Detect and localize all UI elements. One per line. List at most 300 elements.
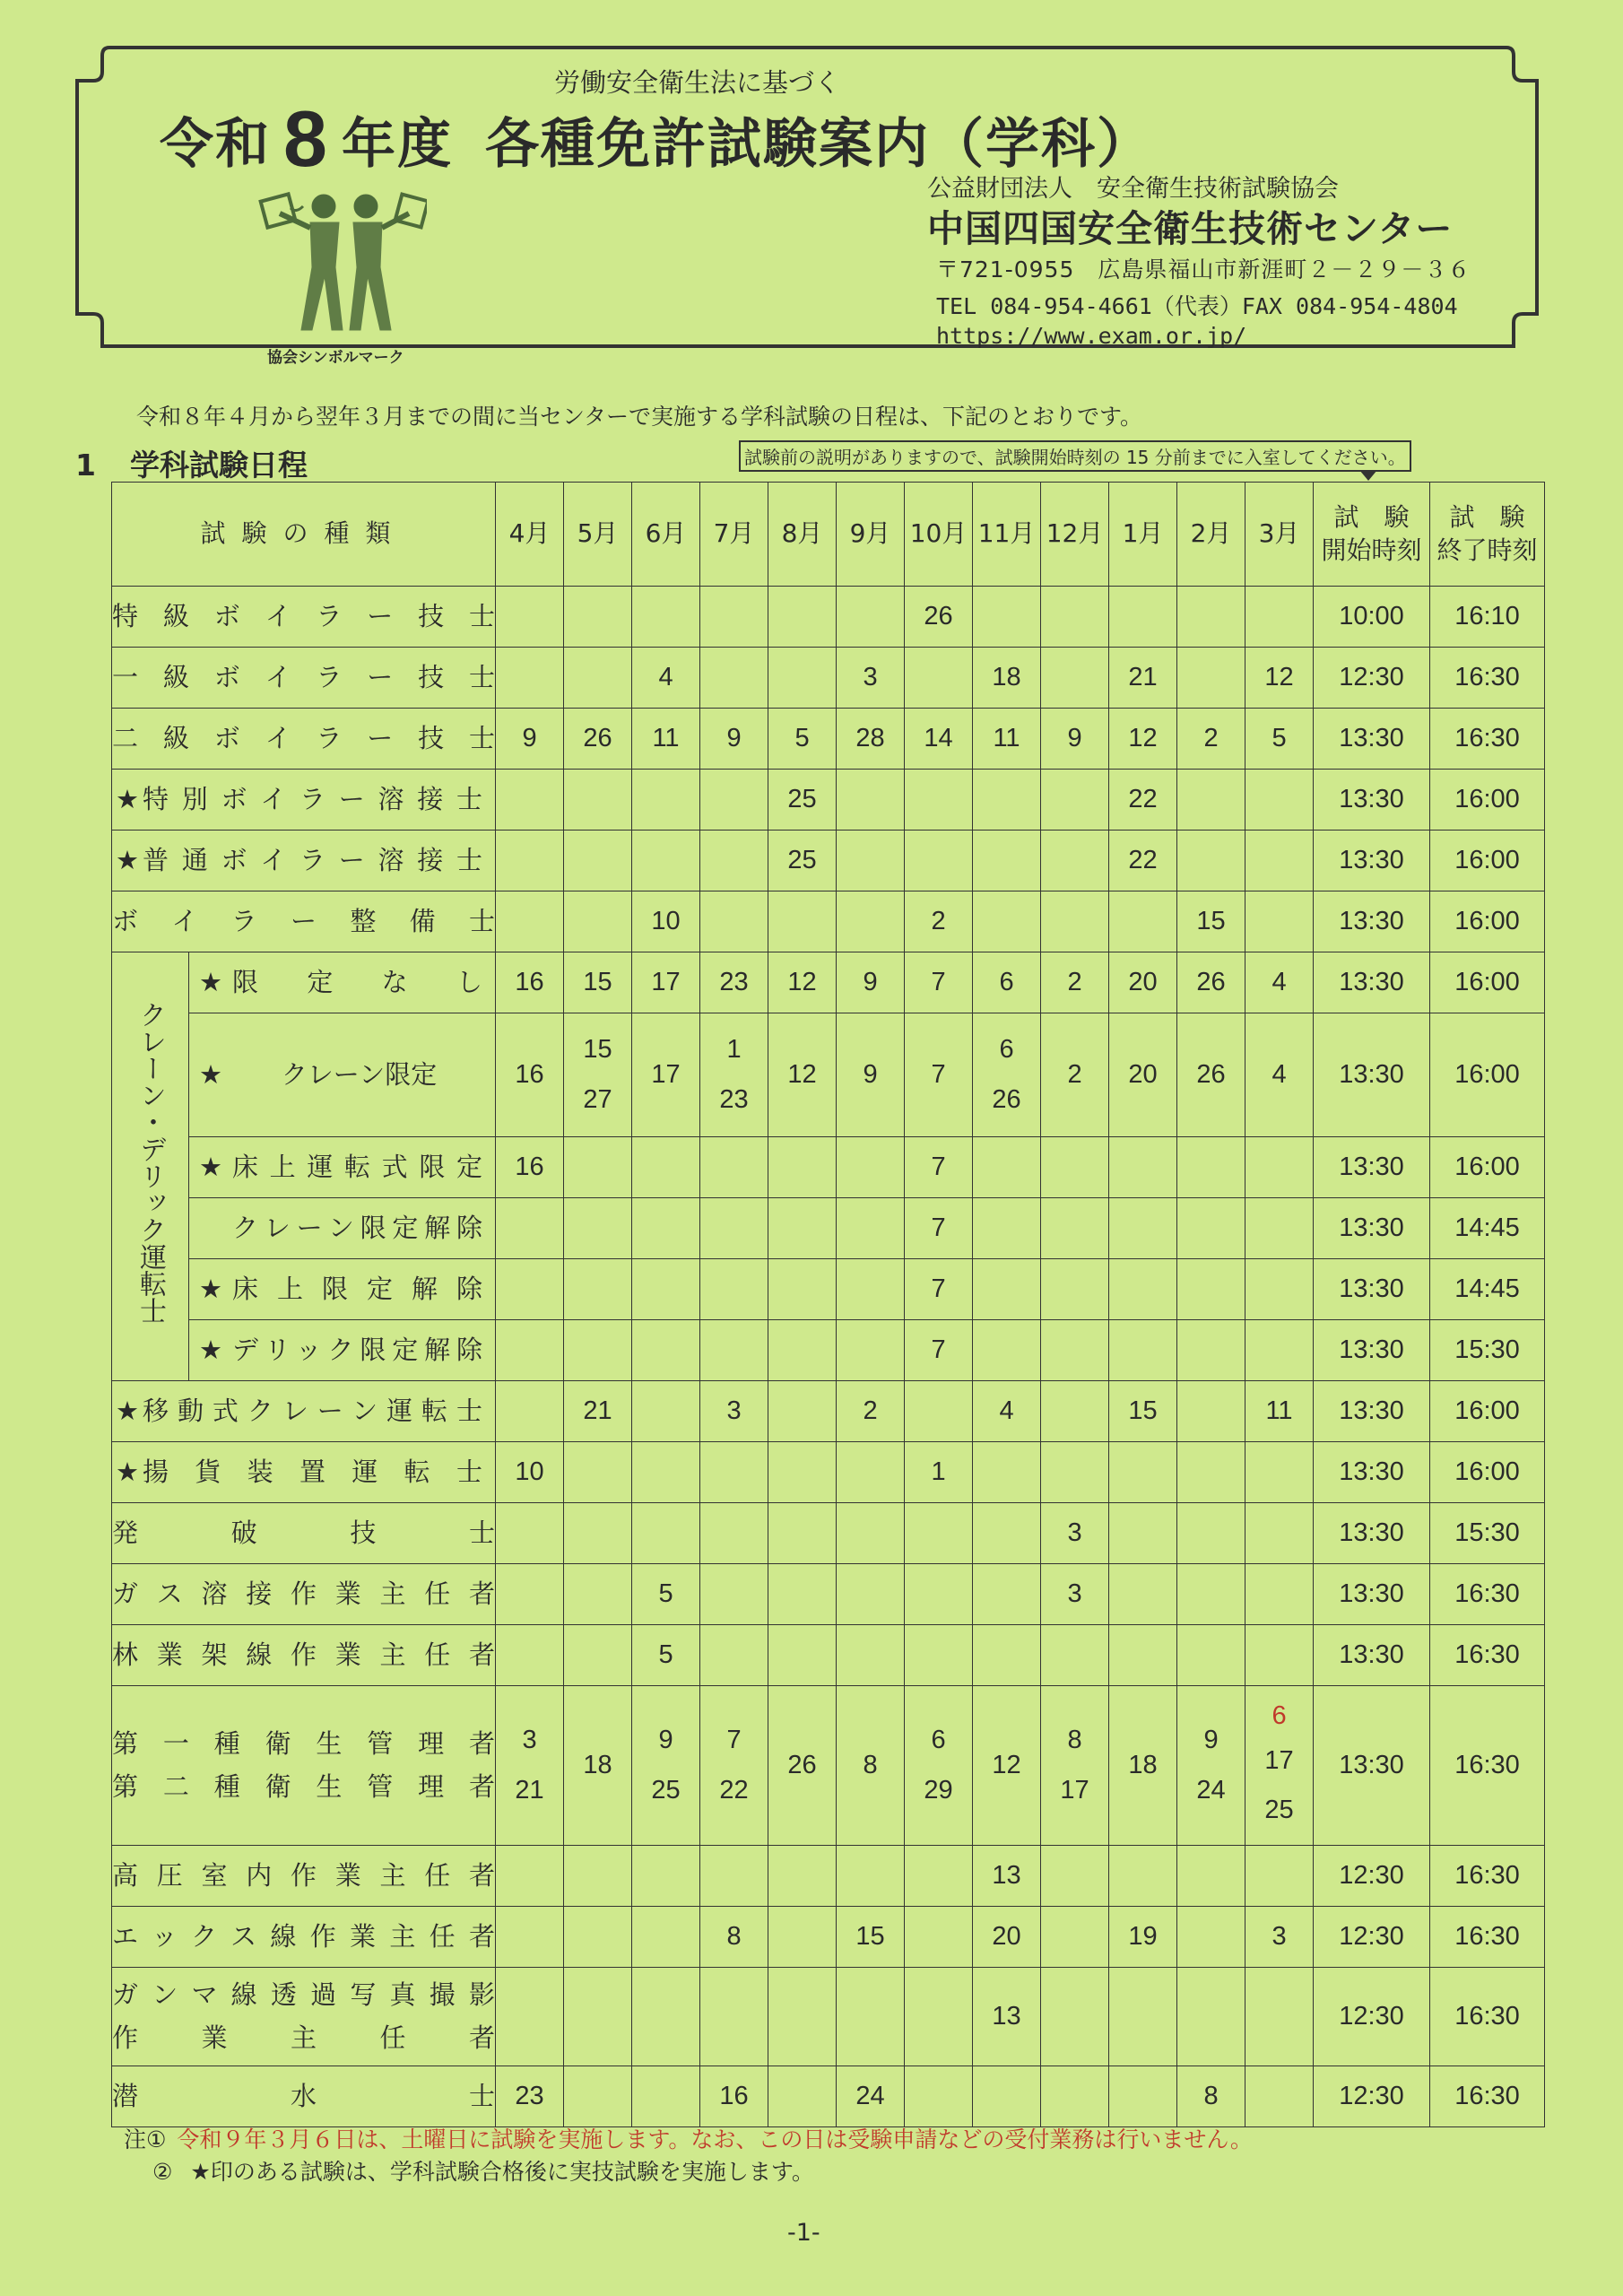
exam-date-cell bbox=[496, 1381, 564, 1442]
table-row bbox=[112, 1846, 1545, 1907]
exam-date-cell bbox=[768, 2066, 837, 2127]
star-mark: ★ bbox=[199, 1151, 222, 1182]
exam-date-cell bbox=[837, 1137, 905, 1198]
start-time: 12:30 bbox=[1314, 2066, 1430, 2127]
exam-date-cell: 16 bbox=[496, 952, 564, 1013]
exam-date-cell: 6 26 bbox=[973, 1013, 1041, 1137]
table-row bbox=[112, 1381, 1545, 1442]
exam-date-cell bbox=[1041, 1259, 1109, 1320]
exam-date-cell bbox=[564, 1625, 632, 1686]
exam-date-cell: 14 bbox=[905, 709, 973, 770]
end-time: 16:00 bbox=[1430, 952, 1545, 1013]
exam-date-cell bbox=[1245, 891, 1314, 952]
exam-date-cell: 9 bbox=[837, 952, 905, 1013]
exam-date-cell bbox=[837, 831, 905, 891]
website-url[interactable]: https://www.exam.or.jp/ bbox=[936, 323, 1247, 349]
exam-date-cell: 4 bbox=[1245, 952, 1314, 1013]
exam-date-cell bbox=[1041, 1198, 1109, 1259]
exam-date-cell bbox=[1177, 587, 1245, 648]
exam-date-cell bbox=[1041, 587, 1109, 648]
exam-date-cell bbox=[564, 1968, 632, 2066]
end-time: 16:00 bbox=[1430, 1442, 1545, 1503]
col-header-kind: 試験の種類 bbox=[112, 483, 496, 587]
start-time: 13:30 bbox=[1314, 1442, 1430, 1503]
exam-date-cell bbox=[1177, 770, 1245, 831]
exam-date-cell bbox=[1109, 1564, 1177, 1625]
start-time: 13:30 bbox=[1314, 1686, 1430, 1846]
exam-date-cell: 21 bbox=[1109, 648, 1177, 709]
end-time: 16:30 bbox=[1430, 1686, 1545, 1846]
exam-date-cell: 9 bbox=[1041, 709, 1109, 770]
exam-date-cell bbox=[1177, 648, 1245, 709]
exam-date-cell bbox=[1245, 1137, 1314, 1198]
start-time: 13:30 bbox=[1314, 952, 1430, 1013]
exam-date-cell bbox=[1041, 891, 1109, 952]
exam-date-cell: 2 bbox=[1041, 952, 1109, 1013]
exam-date-cell bbox=[1177, 1442, 1245, 1503]
exam-name: 高圧室内作業主任者 bbox=[112, 1846, 496, 1907]
exam-date-cell: 8 bbox=[1177, 2066, 1245, 2127]
exam-name: ★ 移動式クレーン運転士 bbox=[112, 1381, 496, 1442]
exam-date-cell: 9 24 bbox=[1177, 1686, 1245, 1846]
star-mark: ★ bbox=[199, 1334, 222, 1365]
exam-date-cell: 12 bbox=[973, 1686, 1041, 1846]
exam-date-cell bbox=[1041, 2066, 1109, 2127]
exam-date-cell bbox=[905, 1846, 973, 1907]
exam-date-cell: 8 17 bbox=[1041, 1686, 1109, 1846]
exam-date-cell bbox=[905, 2066, 973, 2127]
end-time: 16:30 bbox=[1430, 1907, 1545, 1968]
exam-date-cell bbox=[1245, 1198, 1314, 1259]
exam-date-cell bbox=[564, 1846, 632, 1907]
exam-date-cell: 21 bbox=[564, 1381, 632, 1442]
exam-date-cell: 2 bbox=[1041, 1013, 1109, 1137]
exam-date-cell: 11 bbox=[632, 709, 700, 770]
col-header-end-time: 試 験 終了時刻 bbox=[1430, 483, 1545, 587]
table-row bbox=[112, 1907, 1545, 1968]
contact-tel-fax: TEL 084-954-4661（代表）FAX 084-954-4804 bbox=[936, 293, 1458, 319]
exam-date-cell: 6 bbox=[973, 952, 1041, 1013]
exam-date-cell bbox=[564, 1198, 632, 1259]
exam-date-cell bbox=[768, 1381, 837, 1442]
exam-date-cell bbox=[905, 770, 973, 831]
exam-date-cell bbox=[837, 1503, 905, 1564]
exam-date-cell bbox=[973, 891, 1041, 952]
exam-date-cell: 26 bbox=[768, 1686, 837, 1846]
start-time: 13:30 bbox=[1314, 1564, 1430, 1625]
exam-date-cell bbox=[1177, 1846, 1245, 1907]
exam-date-cell bbox=[632, 1442, 700, 1503]
start-time: 13:30 bbox=[1314, 891, 1430, 952]
exam-date-cell bbox=[1041, 1381, 1109, 1442]
exam-date-cell bbox=[496, 1259, 564, 1320]
exam-date-cell bbox=[1177, 1198, 1245, 1259]
exam-date-cell bbox=[768, 1625, 837, 1686]
exam-date-cell bbox=[837, 1320, 905, 1381]
notice-arrow-icon bbox=[1359, 470, 1377, 481]
exam-date-cell: 9 bbox=[496, 709, 564, 770]
end-time: 14:45 bbox=[1430, 1198, 1545, 1259]
exam-date-cell bbox=[496, 1320, 564, 1381]
entry-notice: 試験前の説明がありますので、試験開始時刻の 15 分前までに入室してください。 bbox=[739, 440, 1411, 472]
exam-date-cell bbox=[1041, 1137, 1109, 1198]
exam-date-cell bbox=[1041, 1907, 1109, 1968]
exam-date-cell bbox=[768, 1907, 837, 1968]
table-row bbox=[112, 952, 1545, 1013]
exam-date-cell: 28 bbox=[837, 709, 905, 770]
table-row bbox=[112, 1198, 1545, 1259]
exam-date-cell bbox=[1177, 831, 1245, 891]
start-time: 13:30 bbox=[1314, 709, 1430, 770]
exam-date-cell bbox=[1109, 587, 1177, 648]
exam-name: クレーン限定解除 bbox=[189, 1198, 496, 1259]
symbol-mark-logo bbox=[256, 187, 427, 339]
end-time: 16:30 bbox=[1430, 648, 1545, 709]
star-mark: ★ bbox=[116, 783, 139, 814]
exam-date-cell bbox=[1245, 770, 1314, 831]
exam-date-cell: 6 29 bbox=[905, 1686, 973, 1846]
col-header-month: 9月 bbox=[837, 483, 905, 587]
exam-date-cell bbox=[768, 1503, 837, 1564]
exam-date-cell bbox=[632, 1907, 700, 1968]
end-time: 15:30 bbox=[1430, 1320, 1545, 1381]
exam-date-cell bbox=[632, 1846, 700, 1907]
col-header-month: 7月 bbox=[700, 483, 768, 587]
exam-date-cell: 7 bbox=[905, 1198, 973, 1259]
exam-date-cell: 7 22 bbox=[700, 1686, 768, 1846]
exam-date-cell bbox=[1245, 1625, 1314, 1686]
exam-date-cell bbox=[837, 1564, 905, 1625]
exam-date-cell: 18 bbox=[973, 648, 1041, 709]
exam-date-cell bbox=[973, 1320, 1041, 1381]
header-subtitle: 労働安全衛生法に基づく bbox=[554, 67, 841, 98]
col-header-month: 3月 bbox=[1245, 483, 1314, 587]
exam-date-cell bbox=[1109, 891, 1177, 952]
exam-date-cell bbox=[632, 1968, 700, 2066]
exam-date-cell bbox=[1109, 1503, 1177, 1564]
exam-date-cell bbox=[973, 1503, 1041, 1564]
exam-name: 林業架線作業主任者 bbox=[112, 1625, 496, 1686]
end-time: 16:00 bbox=[1430, 1381, 1545, 1442]
exam-date-cell: 16 bbox=[496, 1137, 564, 1198]
exam-date-cell: 12 bbox=[768, 952, 837, 1013]
exam-date-cell bbox=[700, 1968, 768, 2066]
exam-date-cell: 18 bbox=[564, 1686, 632, 1846]
exam-date-cell: 5 bbox=[768, 709, 837, 770]
exam-date-cell: 10 bbox=[496, 1442, 564, 1503]
exam-date-cell bbox=[1245, 587, 1314, 648]
exam-date-cell bbox=[496, 891, 564, 952]
star-mark: ★ bbox=[116, 1395, 139, 1426]
exam-date-cell bbox=[496, 1564, 564, 1625]
table-row bbox=[112, 648, 1545, 709]
exam-date-cell bbox=[973, 1198, 1041, 1259]
exam-date-cell bbox=[564, 1442, 632, 1503]
start-time: 13:30 bbox=[1314, 770, 1430, 831]
exam-date-cell bbox=[905, 1968, 973, 2066]
exam-date-cell bbox=[973, 1442, 1041, 1503]
exam-date-cell bbox=[973, 1259, 1041, 1320]
exam-date-cell: 7 bbox=[905, 1013, 973, 1137]
exam-date-cell: 4 bbox=[1245, 1013, 1314, 1137]
exam-date-cell bbox=[496, 1846, 564, 1907]
end-time: 16:30 bbox=[1430, 1625, 1545, 1686]
exam-date-cell bbox=[973, 587, 1041, 648]
exam-date-cell: 3 21 bbox=[496, 1686, 564, 1846]
section-heading: 1 学科試験日程 bbox=[75, 448, 308, 483]
exam-date-cell: 18 bbox=[1109, 1686, 1177, 1846]
exam-date-cell bbox=[496, 1503, 564, 1564]
exam-date-cell: 26 bbox=[564, 709, 632, 770]
exam-date-cell: 22 bbox=[1109, 831, 1177, 891]
exam-date-cell: 12 bbox=[1109, 709, 1177, 770]
start-time: 13:30 bbox=[1314, 1320, 1430, 1381]
col-header-month: 5月 bbox=[564, 483, 632, 587]
exam-name: ★ 限定なし bbox=[189, 952, 496, 1013]
exam-name: 二級ボイラー技士 bbox=[112, 709, 496, 770]
end-time: 16:00 bbox=[1430, 831, 1545, 891]
exam-date-cell bbox=[837, 891, 905, 952]
exam-date-cell: 26 bbox=[1177, 1013, 1245, 1137]
logo-caption: 協会シンボルマーク bbox=[267, 349, 404, 367]
exam-date-cell: 15 bbox=[564, 952, 632, 1013]
exam-date-cell bbox=[564, 1259, 632, 1320]
exam-date-cell: 20 bbox=[1109, 952, 1177, 1013]
exam-date-cell: 23 bbox=[496, 2066, 564, 2127]
end-time: 14:45 bbox=[1430, 1259, 1545, 1320]
exam-date-cell: 20 bbox=[973, 1907, 1041, 1968]
exam-date-cell bbox=[1109, 1968, 1177, 2066]
star-mark: ★ bbox=[199, 966, 222, 997]
table-row bbox=[112, 1137, 1545, 1198]
star-mark: ★ bbox=[199, 1273, 222, 1304]
exam-date-cell bbox=[905, 1503, 973, 1564]
exam-date-cell bbox=[1109, 1137, 1177, 1198]
note-2: ② ★印のある試験は、学科試験合格後に実技試験を実施します。 bbox=[152, 2159, 814, 2185]
exam-date-cell bbox=[564, 770, 632, 831]
exam-date-cell bbox=[768, 1846, 837, 1907]
exam-schedule-table bbox=[111, 482, 1545, 2127]
star-mark: ★ bbox=[116, 1456, 139, 1487]
exam-date-cell: 9 bbox=[700, 709, 768, 770]
exam-date-cell bbox=[905, 648, 973, 709]
exam-date-cell: 3 bbox=[1041, 1503, 1109, 1564]
page-number: -1- bbox=[787, 2219, 820, 2247]
col-header-month: 11月 bbox=[973, 483, 1041, 587]
exam-date-cell bbox=[1041, 1442, 1109, 1503]
exam-date-cell bbox=[905, 1907, 973, 1968]
exam-name: ★ 揚貨装置運転士 bbox=[112, 1442, 496, 1503]
exam-date-cell bbox=[1245, 2066, 1314, 2127]
exam-name: ★ 床上限定解除 bbox=[189, 1259, 496, 1320]
exam-date-cell bbox=[700, 587, 768, 648]
table-row bbox=[112, 1625, 1545, 1686]
exam-date-cell bbox=[1245, 1259, 1314, 1320]
exam-date-cell bbox=[496, 831, 564, 891]
exam-date-cell: 13 bbox=[973, 1846, 1041, 1907]
exam-date-cell bbox=[632, 1259, 700, 1320]
exam-date-cell: 16 bbox=[496, 1013, 564, 1137]
exam-date-cell bbox=[564, 1503, 632, 1564]
exam-date-cell bbox=[564, 2066, 632, 2127]
exam-name: ★ 特別ボイラー溶接士 bbox=[112, 770, 496, 831]
exam-date-cell bbox=[1041, 831, 1109, 891]
col-header-month: 2月 bbox=[1177, 483, 1245, 587]
exam-date-cell: 11 bbox=[1245, 1381, 1314, 1442]
exam-date-cell bbox=[1109, 1625, 1177, 1686]
table-row bbox=[112, 1442, 1545, 1503]
exam-date-cell bbox=[496, 1625, 564, 1686]
exam-date-cell: 25 bbox=[768, 770, 837, 831]
exam-date-cell bbox=[973, 1564, 1041, 1625]
exam-date-cell bbox=[564, 1907, 632, 1968]
col-header-month: 1月 bbox=[1109, 483, 1177, 587]
exam-date-cell: 7 bbox=[905, 952, 973, 1013]
exam-date-cell bbox=[1041, 1846, 1109, 1907]
col-header-month: 4月 bbox=[496, 483, 564, 587]
end-time: 15:30 bbox=[1430, 1503, 1545, 1564]
exam-date-cell: 25 bbox=[768, 831, 837, 891]
exam-date-cell bbox=[1245, 1442, 1314, 1503]
exam-date-cell: 15 bbox=[1177, 891, 1245, 952]
exam-date-cell bbox=[496, 770, 564, 831]
exam-date-cell: 3 bbox=[700, 1381, 768, 1442]
exam-date-cell bbox=[1041, 1625, 1109, 1686]
exam-date-cell bbox=[564, 587, 632, 648]
exam-date-cell: 13 bbox=[973, 1968, 1041, 2066]
exam-date-cell bbox=[768, 1198, 837, 1259]
exam-date-cell bbox=[632, 1503, 700, 1564]
table-row bbox=[112, 587, 1545, 648]
exam-date-cell bbox=[905, 831, 973, 891]
exam-date-cell bbox=[496, 587, 564, 648]
exam-date-cell: 26 bbox=[1177, 952, 1245, 1013]
exam-date-cell bbox=[1109, 1198, 1177, 1259]
end-time: 16:00 bbox=[1430, 1137, 1545, 1198]
exam-date-cell bbox=[837, 770, 905, 831]
exam-date-cell bbox=[1177, 1968, 1245, 2066]
exam-date-cell bbox=[564, 1137, 632, 1198]
exam-date-cell: 7 bbox=[905, 1137, 973, 1198]
exam-date-cell bbox=[564, 831, 632, 891]
exam-date-cell bbox=[700, 1846, 768, 1907]
exam-date-cell bbox=[1041, 648, 1109, 709]
start-time: 13:30 bbox=[1314, 1198, 1430, 1259]
col-header-start-time: 試 験 開始時刻 bbox=[1314, 483, 1430, 587]
exam-date-cell bbox=[905, 1564, 973, 1625]
exam-date-cell bbox=[768, 1137, 837, 1198]
exam-date-cell bbox=[1245, 1564, 1314, 1625]
start-time: 13:30 bbox=[1314, 1381, 1430, 1442]
exam-date-cell: 9 25 bbox=[632, 1686, 700, 1846]
start-time: 10:00 bbox=[1314, 587, 1430, 648]
table-row bbox=[112, 2066, 1545, 2127]
col-header-month: 8月 bbox=[768, 483, 837, 587]
exam-date-cell: 24 bbox=[837, 2066, 905, 2127]
exam-date-cell bbox=[768, 1442, 837, 1503]
table-row bbox=[112, 709, 1545, 770]
start-time: 13:30 bbox=[1314, 1137, 1430, 1198]
exam-date-cell bbox=[1041, 1320, 1109, 1381]
exam-date-cell bbox=[837, 1968, 905, 2066]
exam-date-cell bbox=[1177, 1259, 1245, 1320]
start-time: 12:30 bbox=[1314, 1968, 1430, 2066]
exam-date-cell: 22 bbox=[1109, 770, 1177, 831]
table-row bbox=[112, 1564, 1545, 1625]
exam-date-cell bbox=[1109, 1846, 1177, 1907]
exam-date-cell bbox=[973, 1625, 1041, 1686]
exam-date-cell: 17 bbox=[632, 1013, 700, 1137]
exam-date-cell bbox=[1245, 1846, 1314, 1907]
exam-date-cell bbox=[973, 770, 1041, 831]
exam-date-cell bbox=[905, 1625, 973, 1686]
exam-date-cell: 5 bbox=[632, 1625, 700, 1686]
exam-date-cell bbox=[1177, 1137, 1245, 1198]
exam-date-cell bbox=[1245, 831, 1314, 891]
exam-date-cell bbox=[700, 1198, 768, 1259]
exam-date-cell: 11 bbox=[973, 709, 1041, 770]
start-time: 13:30 bbox=[1314, 1625, 1430, 1686]
start-time: 13:30 bbox=[1314, 831, 1430, 891]
exam-date-cell bbox=[1041, 770, 1109, 831]
exam-date-cell bbox=[973, 2066, 1041, 2127]
exam-date-cell: 19 bbox=[1109, 1907, 1177, 1968]
exam-date-cell bbox=[973, 831, 1041, 891]
exam-date-cell bbox=[700, 891, 768, 952]
exam-date-cell bbox=[973, 1137, 1041, 1198]
exam-date-cell: 5 bbox=[632, 1564, 700, 1625]
exam-date-cell: 3 bbox=[837, 648, 905, 709]
exam-name: ガス溶接作業主任者 bbox=[112, 1564, 496, 1625]
exam-date-cell bbox=[700, 1503, 768, 1564]
end-time: 16:00 bbox=[1430, 770, 1545, 831]
exam-date-cell bbox=[837, 587, 905, 648]
exam-date-cell: 4 bbox=[973, 1381, 1041, 1442]
end-time: 16:30 bbox=[1430, 1564, 1545, 1625]
exam-date-cell bbox=[1177, 1381, 1245, 1442]
col-header-month: 6月 bbox=[632, 483, 700, 587]
exam-date-cell bbox=[632, 770, 700, 831]
exam-date-cell bbox=[632, 1198, 700, 1259]
end-time: 16:30 bbox=[1430, 2066, 1545, 2127]
intro-text: 令和８年４月から翌年３月までの間に当センターで実施する学科試験の日程は、下記のとおりです。 bbox=[136, 404, 1143, 430]
col-header-month: 12月 bbox=[1041, 483, 1109, 587]
exam-date-cell bbox=[564, 1320, 632, 1381]
note-1: 注① 令和９年３月６日は、土曜日に試験を実施します。なお、この日は受験申請などの受付業務は行いません。 bbox=[124, 2126, 1253, 2152]
table-row bbox=[112, 1320, 1545, 1381]
exam-date-cell bbox=[496, 1907, 564, 1968]
exam-date-cell bbox=[632, 1137, 700, 1198]
exam-date-cell bbox=[700, 1442, 768, 1503]
end-time: 16:30 bbox=[1430, 1846, 1545, 1907]
exam-name: ★ デリック限定解除 bbox=[189, 1320, 496, 1381]
exam-date-cell: 2 bbox=[837, 1381, 905, 1442]
exam-date-cell bbox=[837, 1846, 905, 1907]
end-time: 16:30 bbox=[1430, 709, 1545, 770]
exam-date-cell bbox=[700, 770, 768, 831]
exam-date-cell bbox=[632, 1320, 700, 1381]
exam-date-cell bbox=[700, 831, 768, 891]
exam-date-cell bbox=[1109, 1320, 1177, 1381]
exam-date-cell bbox=[1245, 1503, 1314, 1564]
exam-date-cell: 4 bbox=[632, 648, 700, 709]
exam-date-cell: 7 bbox=[905, 1320, 973, 1381]
exam-date-cell bbox=[837, 1625, 905, 1686]
table-row bbox=[112, 1686, 1545, 1846]
exam-date-cell: 5 bbox=[1245, 709, 1314, 770]
exam-date-cell: 2 bbox=[1177, 709, 1245, 770]
exam-date-cell bbox=[700, 1259, 768, 1320]
